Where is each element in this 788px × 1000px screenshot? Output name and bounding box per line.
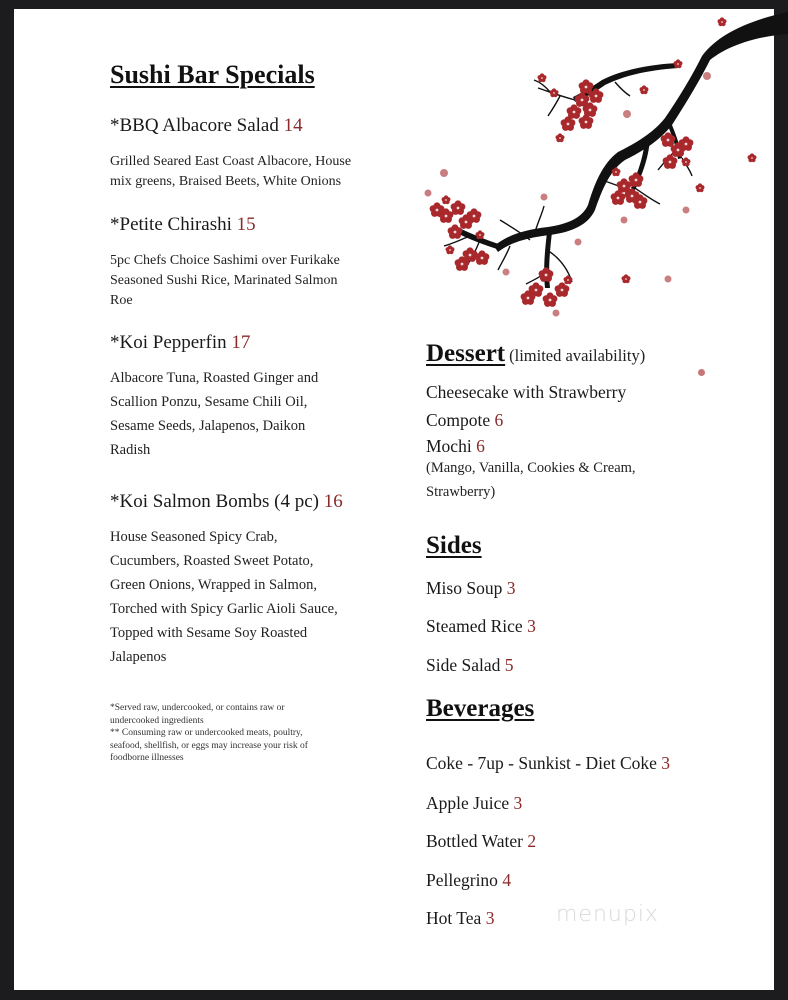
raw-food-disclaimer: *Served raw, undercooked, or contains raw or undercooked ingredients ** Consuming raw or undercooked meats, poultry, seafood, shellfish, or eggs may increase your risk of foodborne illnesses [110, 703, 308, 763]
dessert-header [426, 340, 645, 368]
price: 15 [236, 214, 256, 235]
cherry-blossom-branch-icon [410, 0, 788, 330]
price: 2 [527, 831, 537, 851]
price: 4 [502, 870, 512, 890]
price: 16 [323, 491, 343, 512]
menu-item: Side Salad 5 [426, 655, 514, 675]
menu-item: Miso Soup 3 [426, 578, 516, 598]
menu-page [14, 9, 774, 990]
menu-item: Cheesecake with Strawberry Compote 6 [426, 382, 627, 430]
menu-item-description: Grilled Seared East Coast Albacore, House mix greens, Braised Beets, White Onions [110, 154, 352, 189]
falling-petal-icon [698, 369, 705, 376]
menu-item: Bottled Water 2 [426, 831, 537, 851]
menu-item: Coke - 7up - Sunkist - Diet Coke 3 [426, 753, 671, 773]
menu-item-description: Albacore Tuna, Roasted Ginger and Scallion Ponzu, Sesame Chili Oil, Sesame Seeds, Jalapenos, Daikon Radish [110, 370, 319, 458]
dessert-heading: Dessert [426, 340, 506, 367]
price: 3 [661, 753, 671, 773]
menu-item-description: 5pc Chefs Choice Sashimi over Furikake Seasoned Sushi Rice, Marinated Salmon Roe [110, 253, 340, 308]
price: 14 [283, 115, 303, 136]
price: 17 [231, 332, 251, 353]
menu-item-description: House Seasoned Spicy Crab, Cucumbers, Roasted Sweet Potato, Green Onions, Wrapped in Salmon, Torched with Spicy Garlic Aioli Sauce, Topped with Sesame Soy Roasted Jalapenos [110, 529, 338, 665]
price: 3 [527, 616, 536, 636]
menu-item: Apple Juice 3 [426, 793, 523, 813]
menu-item: Pellegrino 4 [426, 870, 512, 890]
menu-item-title: *Koi Salmon Bombs (4 pc) 16 [110, 491, 343, 512]
sides-heading: Sides [426, 532, 482, 559]
menupix-watermark: menupix [556, 902, 659, 927]
price: 3 [506, 578, 516, 598]
price: 5 [504, 655, 514, 675]
price: 3 [485, 908, 495, 928]
price: 6 [494, 410, 504, 430]
menu-item: Steamed Rice 3 [426, 616, 536, 636]
price: 3 [513, 793, 523, 813]
sushi-bar-specials-heading: Sushi Bar Specials [110, 60, 315, 89]
menu-item: Hot Tea 3 [426, 908, 495, 928]
menu-item: Mochi 6 [426, 436, 485, 456]
dessert-availability-note: (limited availability) [509, 346, 646, 365]
menu-item-title: *BBQ Albacore Salad 14 [110, 115, 303, 136]
menu-item-title: *Petite Chirashi 15 [110, 214, 256, 235]
mochi-flavors: (Mango, Vanilla, Cookies & Cream, Strawberry) [426, 460, 636, 500]
menu-item-title: *Koi Pepperfin 17 [110, 332, 251, 353]
beverages-heading: Beverages [426, 695, 535, 722]
price: 6 [476, 436, 485, 456]
